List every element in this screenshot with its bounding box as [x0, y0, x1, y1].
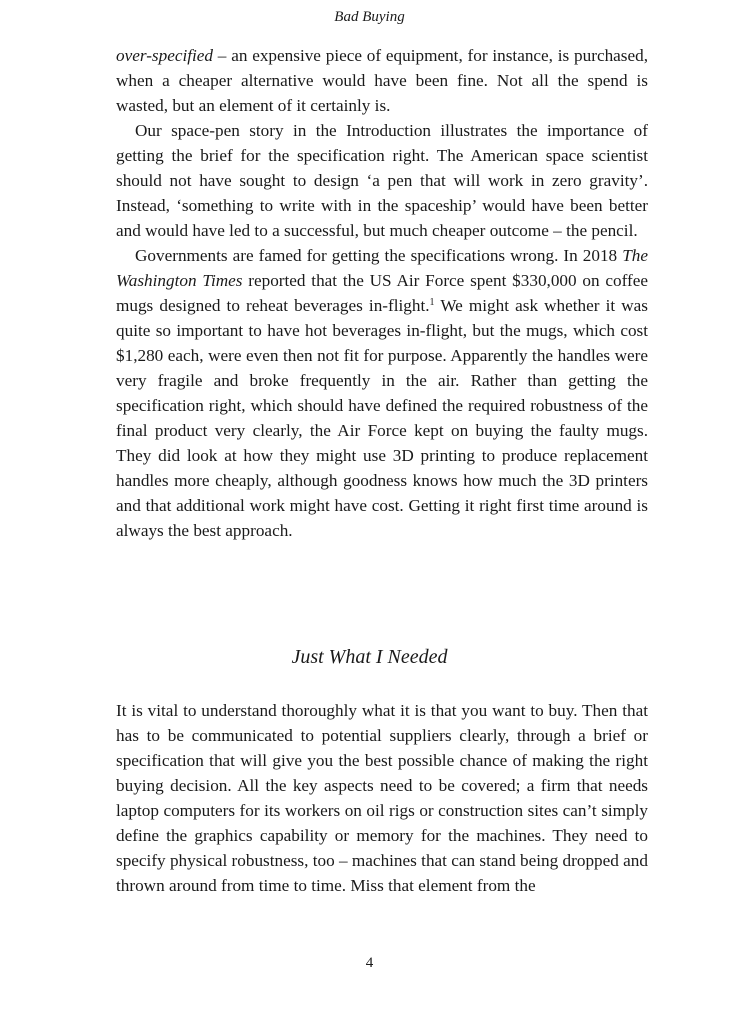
- paragraph-1-italic-lead: over-specified: [116, 46, 214, 65]
- paragraph-3-text-c: We might ask whether it was quite so important to have hot beverages in-flight, but the mugs, which cost $1,280 each, were even then not fit for purpose. Apparently the handles were very fragile and broke frequently in the air. Rather than getting the specification right, which should have defined the required robustness of the final product very clearly, the Air Force kept on buying the faulty mugs. They did look at how they might use 3D printing to produce replacement handles more cheaply, although goodness knows how much the 3D printers and that additional work might have cost. Getting it right first time around is always the best approach.: [116, 296, 648, 540]
- paragraph-4: It is vital to understand thoroughly what it is that you want to buy. Then that has to be communicated to potential suppliers clearly, through a brief or specification that will give you the best possible chance of making the right buying decision. All the key aspects need to be covered; a firm that needs laptop computers for its workers on oil rigs or construction sites can’t simply define the graphics capability or memory for the machines. They need to specify physical robustness, too – machines that can stand being dropped and thrown around from time to time. Miss that element from the: [116, 701, 648, 895]
- running-head: Bad Buying: [334, 9, 405, 25]
- page-number: 4: [365, 955, 374, 971]
- paragraph-1-text: – an expensive piece of equipment, for instance, is purchased, when a cheaper alternative would have been fine. Not all the spend is wasted, but an element of it certainly is.: [116, 46, 648, 115]
- paragraph-3-text-b: reported that the US Air Force spent $330,000 on coffee mugs designed to reheat beverages in-flight.: [116, 271, 648, 315]
- paragraph-2: Our space-pen story in the Introduction illustrates the importance of getting the brief for the specification right. The American space scientist should not have sought to design ‘a pen that will work in zero gravity’. Instead, ‘something to write with in the spaceship’ would have been better and would have led to a successful, but much cheaper outcome – the pencil.: [116, 121, 648, 240]
- paragraph-3: [116, 243, 648, 543]
- publication-title: The Washington Times: [116, 246, 648, 290]
- text-block-top: [116, 43, 648, 543]
- footnote-marker: 1: [429, 297, 435, 308]
- section-heading: Just What I Needed: [291, 646, 448, 668]
- paragraph-1: [116, 43, 648, 118]
- text-block-bottom: [116, 698, 648, 898]
- paragraph-3-text-a: Governments are famed for getting the specifications wrong. In 2018: [135, 246, 623, 265]
